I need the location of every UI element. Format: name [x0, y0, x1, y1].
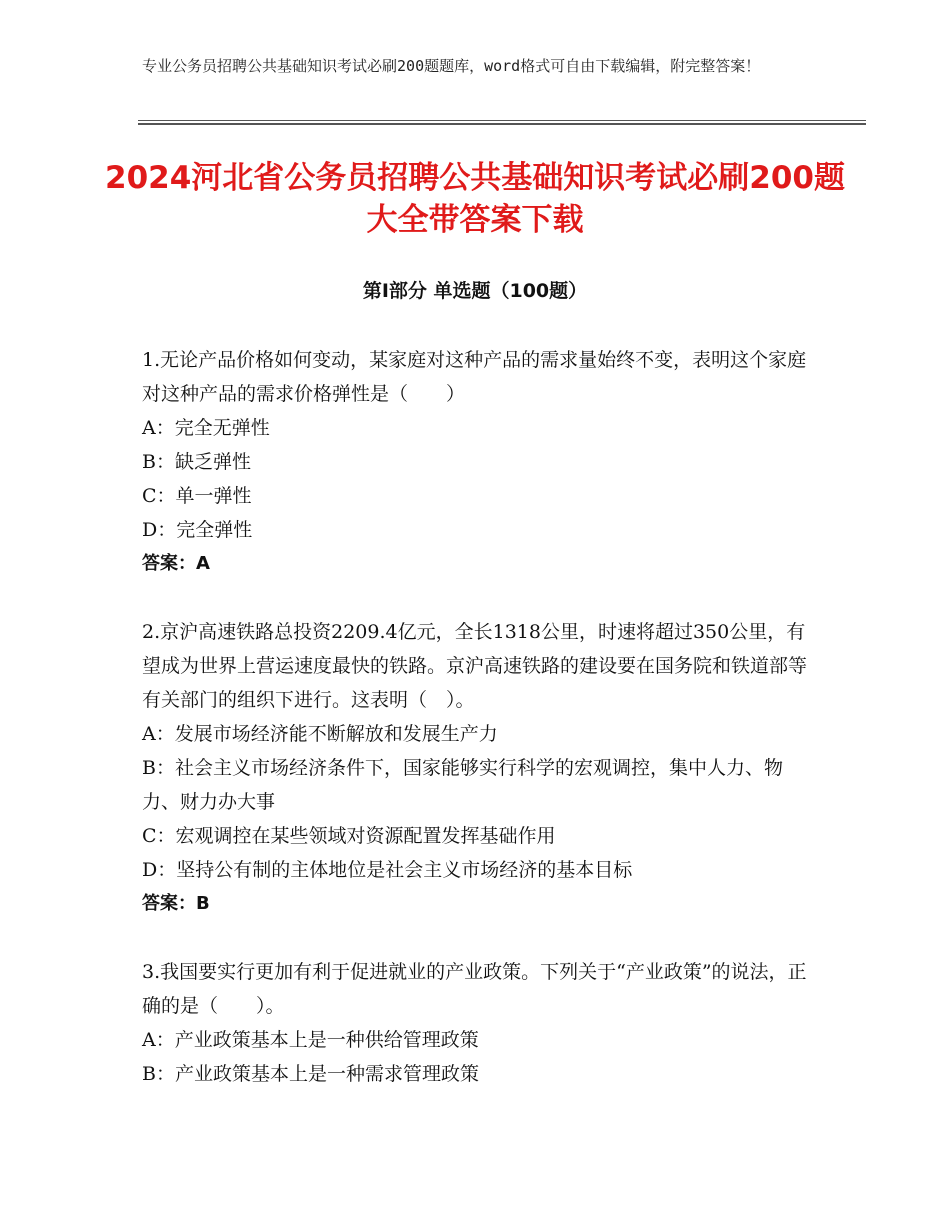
question-2 — [142, 615, 812, 921]
document-title: 2024河北省公务员招聘公共基础知识考试必刷200题大全带答案下载 — [105, 160, 845, 238]
question-text: 2.京沪高速铁路总投资2209.4亿元，全长1318公里，时速将超过350公里，有望成为世界上营运速度最快的铁路。京沪高速铁路的建设要在国务院和铁道部等有关部门的组织下进行。这表明（ ）。 — [142, 621, 808, 711]
question-text: 3.我国要实行更加有利于促进就业的产业政策。下列关于“产业政策”的说法，正确的是（ ）。 — [142, 961, 807, 1017]
option-c: C：宏观调控在某些领域对资源配置发挥基础作用 — [142, 825, 556, 847]
option-d: D：坚持公有制的主体地位是社会主义市场经济的基本目标 — [142, 859, 633, 881]
option-b: B：缺乏弹性 — [142, 451, 251, 473]
question-text: 1.无论产品价格如何变动，某家庭对这种产品的需求量始终不变，表明这个家庭对这种产品的需求价格弹性是（ ） — [142, 349, 807, 405]
question-1 — [142, 343, 812, 581]
option-d: D：完全弹性 — [142, 519, 253, 541]
answer: 答案：B — [142, 893, 210, 914]
section-heading: 第Ⅰ部分 单选题（100题） — [362, 280, 588, 302]
header-note: 专业公务员招聘公共基础知识考试必刷200题题库，word格式可自由下载编辑，附完整答案！ — [142, 57, 761, 75]
option-c: C：单一弹性 — [142, 485, 252, 507]
option-a: A：产业政策基本上是一种供给管理政策 — [142, 1029, 479, 1051]
question-list — [142, 343, 812, 1125]
option-a: A：发展市场经济能不断解放和发展生产力 — [142, 723, 498, 745]
option-a: A：完全无弹性 — [142, 417, 270, 439]
header-divider — [138, 120, 866, 125]
option-b: B：产业政策基本上是一种需求管理政策 — [142, 1063, 479, 1085]
answer: 答案：A — [142, 553, 210, 574]
option-b: B：社会主义市场经济条件下，国家能够实行科学的宏观调控，集中人力、物力、财力办大事 — [142, 757, 783, 813]
question-3 — [142, 955, 812, 1091]
